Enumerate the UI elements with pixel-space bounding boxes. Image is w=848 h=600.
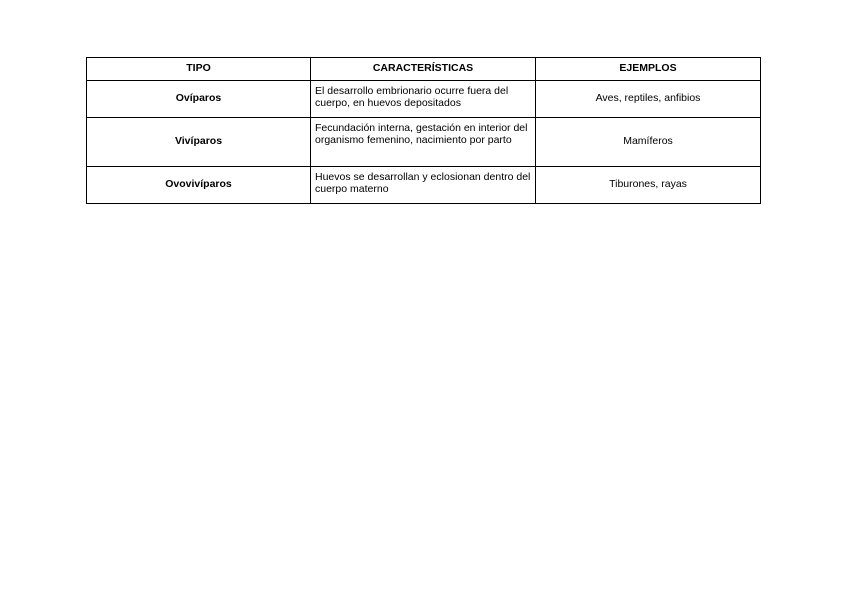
cell-caracteristicas: El desarrollo embrionario ocurre fuera del cuerpo, en huevos depositados — [311, 81, 536, 118]
table-row — [87, 118, 761, 167]
reproduction-types-table — [86, 57, 761, 204]
cell-ejemplos: Aves, reptiles, anfibios — [536, 81, 761, 118]
cell-tipo: Vivíparos — [87, 118, 311, 167]
table-header-row — [87, 58, 761, 81]
cell-caracteristicas: Fecundación interna, gestación en interior del organismo femenino, nacimiento por parto — [311, 118, 536, 167]
cell-tipo: Ovíparos — [87, 81, 311, 118]
header-tipo: TIPO — [87, 58, 311, 81]
cell-ejemplos: Tiburones, rayas — [536, 167, 761, 204]
cell-tipo: Ovovivíparos — [87, 167, 311, 204]
header-ejemplos: EJEMPLOS — [536, 58, 761, 81]
cell-ejemplos: Mamíferos — [536, 118, 761, 167]
cell-caracteristicas: Huevos se desarrollan y eclosionan dentro del cuerpo materno — [311, 167, 536, 204]
table-row — [87, 81, 761, 118]
header-caracteristicas: CARACTERÍSTICAS — [311, 58, 536, 81]
table-row — [87, 167, 761, 204]
